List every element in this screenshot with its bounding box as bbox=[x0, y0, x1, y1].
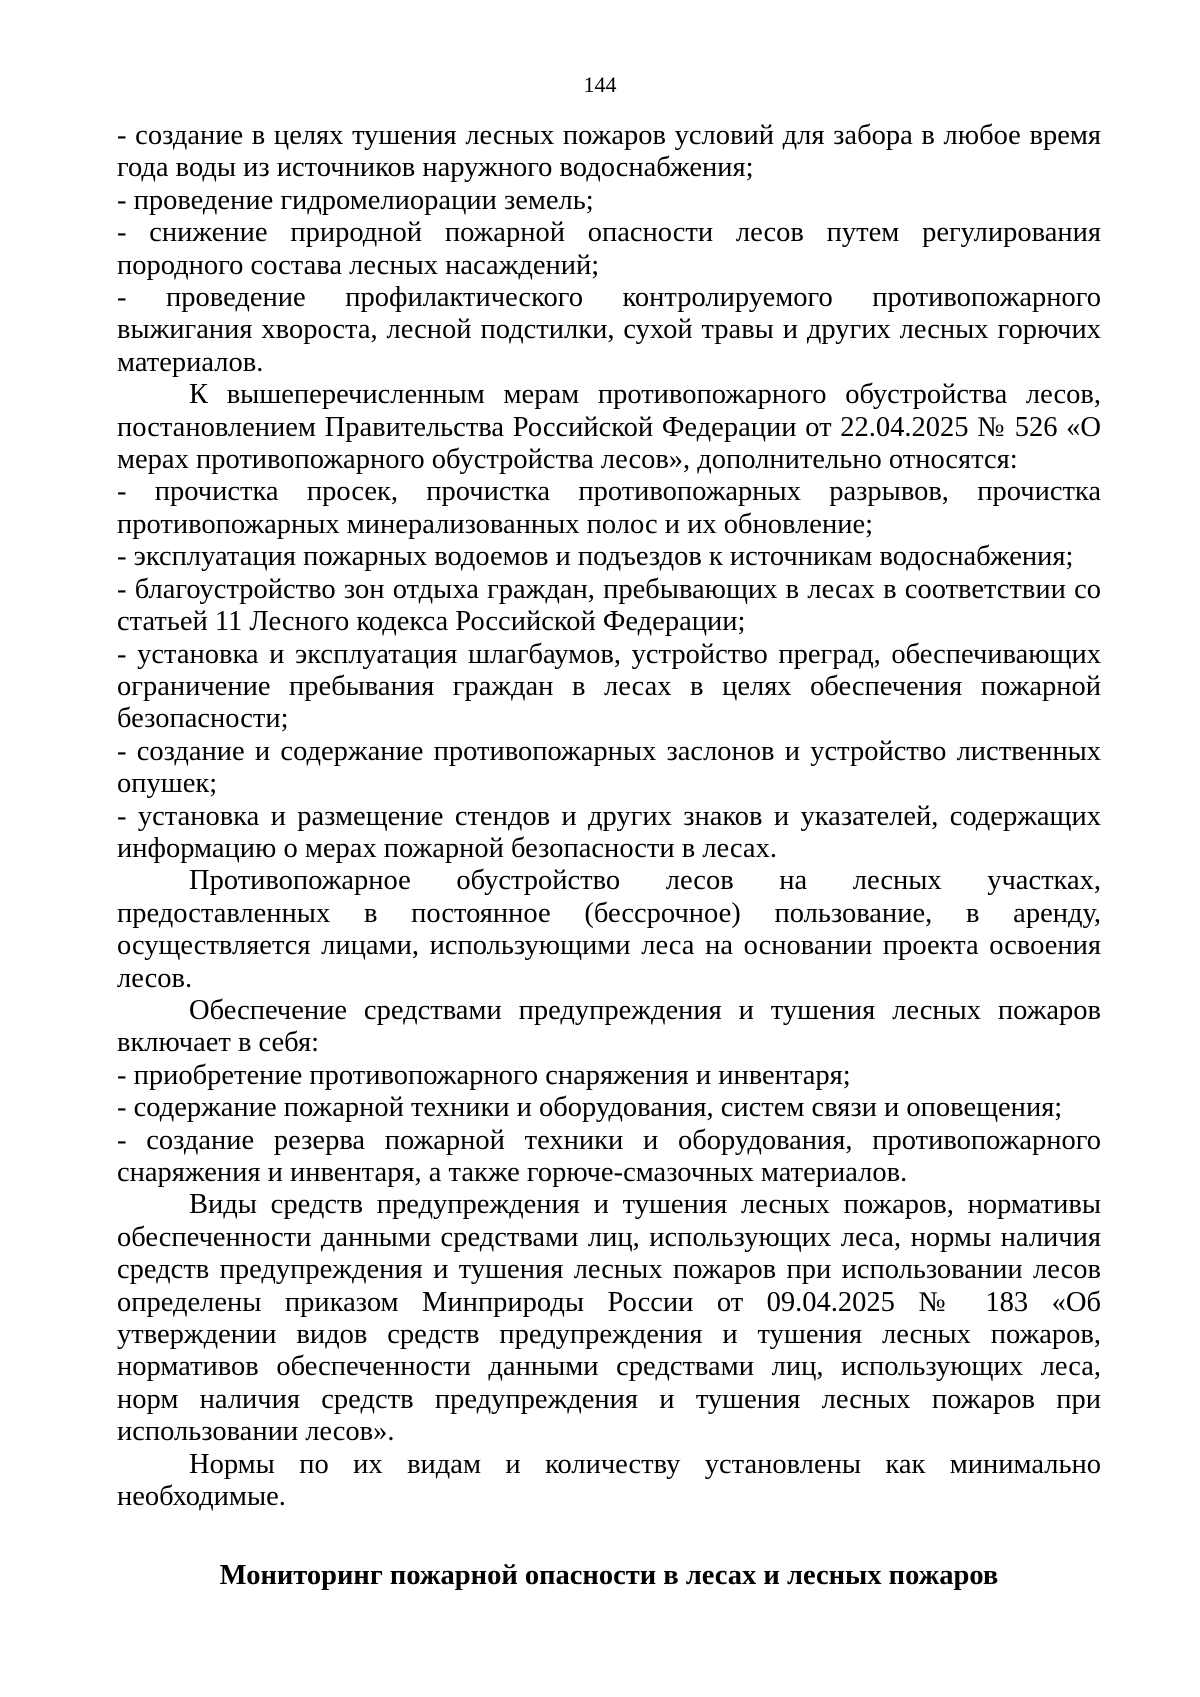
paragraph: - благоустройство зон отдыха граждан, пребывающих в лесах в соответствии со статьей 11 Лесного кодекса Российской Федерации; bbox=[117, 573, 1101, 638]
paragraph: - эксплуатация пожарных водоемов и подъездов к источникам водоснабжения; bbox=[117, 541, 1074, 573]
paragraph: - установка и размещение стендов и других знаков и указателей, содержащих информацию о мерах пожарной безопасности в лесах. bbox=[117, 800, 1101, 864]
paragraph: Нормы по их видам и количеству установлены как минимально необходимые. bbox=[117, 1448, 1101, 1513]
paragraph: К вышеперечисленным мерам противопожарного обустройства лесов, постановлением Правительства Российской Федерации от 22.04.2025 № 526 «О мерах противопожарного обустройства лесов», дополнительно относятся: bbox=[117, 379, 1101, 476]
paragraph: - содержание пожарной техники и оборудования, систем связи и оповещения; bbox=[117, 1092, 1063, 1124]
paragraph: - создание в целях тушения лесных пожаров условий для забора в любое время года воды из источников наружного водоснабжения; bbox=[117, 120, 1101, 184]
page-number: 144 bbox=[583, 72, 617, 97]
paragraph: - установка и эксплуатация шлагбаумов, устройство преград, обеспечивающих ограничение пребывания граждан в лесах в целях обеспечения пожарной безопасности; bbox=[117, 638, 1101, 735]
paragraph: - снижение природной пожарной опасности лесов путем регулирования породного состава лесных насаждений; bbox=[117, 217, 1101, 281]
section-heading: Мониторинг пожарной опасности в лесах и лесных пожаров bbox=[219, 1560, 999, 1591]
paragraph: - прочистка просек, прочистка противопожарных разрывов, прочистка противопожарных минерализованных полос и их обновление; bbox=[117, 476, 1101, 540]
paragraph: Виды средств предупреждения и тушения лесных пожаров, нормативы обеспеченности данными средствами лиц, использующих леса, нормы наличия средств предупреждения и тушения лесных пожаров при использовании лесов определены приказом Минприроды России от 09.04.2025 № 183 «Об утверждении видов средств предупреждения и тушения лесных пожаров, нормативов обеспеченности данными средствами лиц, использующих леса, норм наличия средств предупреждения и тушения лесных пожаров при использовании лесов». bbox=[117, 1189, 1101, 1448]
paragraph: - проведение гидромелиорации земель; bbox=[117, 184, 594, 216]
paragraph: - проведение профилактического контролируемого противопожарного выжигания хвороста, лесной подстилки, сухой травы и других лесных горючих материалов. bbox=[117, 282, 1101, 378]
paragraph: - создание и содержание противопожарных заслонов и устройство лиственных опушек; bbox=[117, 735, 1101, 800]
paragraph: Обеспечение средствами предупреждения и тушения лесных пожаров включает в себя: bbox=[117, 994, 1101, 1059]
paragraph: - создание резерва пожарной техники и оборудования, противопожарного снаряжения и инвентаря, а также горюче-смазочных материалов. bbox=[117, 1124, 1101, 1188]
paragraph: Противопожарное обустройство лесов на лесных участках, предоставленных в постоянное (бессрочное) пользование, в аренду, осуществляется лицами, использующими леса на основании проекта освоения лесов. bbox=[117, 865, 1101, 994]
paragraph: - приобретение противопожарного снаряжения и инвентаря; bbox=[117, 1059, 851, 1091]
document-body bbox=[117, 120, 1101, 1513]
